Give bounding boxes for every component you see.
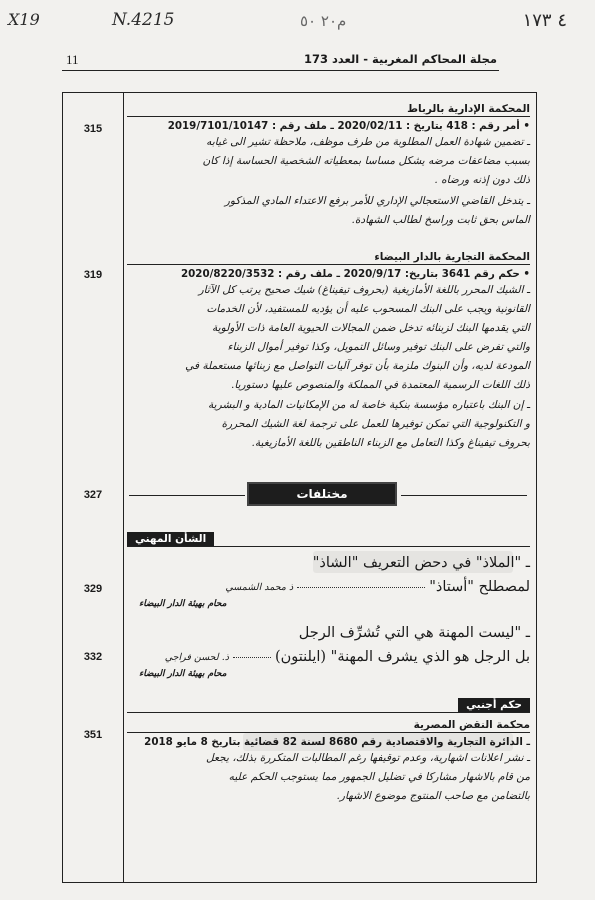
item-paragraph-1: ـ الشيك المحرر باللغة الأمازيغية (بحروف تيفيناغ) شيك صحيح يرتب كل الآثار القانونية ويجب على البنك المسحوب عليه أن يؤديه للمستفيد، لأن الخدمات التي يقدمها البنك لزبنائه تدخل ضمن المجالات الحيوية العامة ذات الأولوية والتي تفرض على البنك توفير وسائل التمويل، وكذا توفير أموال الزبناء المودعة لديه، وأن البنوك ملزمة بأن توفر آليات التواصل مع زبنائها مستعملة في ذلك اللغات الرسمية المعتمدة في المملكة والمنصوص عليها دستوريا. bbox=[185, 284, 530, 391]
pen-annotation-mid: N.4215 bbox=[112, 10, 175, 30]
page-ref-329: 329 bbox=[83, 583, 103, 595]
pen-annotation-right: ۱۷۳ ٤ bbox=[522, 10, 567, 31]
admin-court-section bbox=[127, 97, 530, 230]
item-title: • أمر رقم : 418 بتاريخ : 2020/02/11 ـ ملف رقم : 2019/7101/10147 bbox=[167, 120, 530, 132]
article-title-line-2: لمصطلح "أستاذ" bbox=[429, 579, 530, 595]
leader-dots bbox=[233, 657, 271, 658]
article-affiliation: محام بهيئة الدار البيضاء bbox=[139, 669, 227, 679]
foreign-heading-row bbox=[127, 693, 530, 713]
item-title: ـ الدائرة التجارية والاقتصادية رقم 8680 لسنة 82 قضائية بتاريخ 8 مايو 2018 bbox=[144, 736, 530, 748]
page-ref-319: 319 bbox=[83, 269, 103, 281]
article-title-line-2: بل الرجل هو الذي يشرف المهنة" (ايلنتون) bbox=[274, 649, 530, 665]
article-author: ذ. لحسن فراجي bbox=[164, 651, 229, 663]
pen-annotation-center: م٢٠ ٥٠ bbox=[300, 12, 347, 30]
item-title: • حكم رقم 3641 بتاريخ: 2020/9/17 ـ ملف رقم : 2020/8220/3532 bbox=[180, 268, 530, 280]
article-2 bbox=[127, 621, 530, 679]
article-affiliation: محام بهيئة الدار البيضاء bbox=[139, 599, 227, 609]
page-ref-315: 315 bbox=[83, 123, 103, 135]
item-paragraph-2: ـ يتدخل القاضي الاستعجالي الإداري للأمر برفع الاعتداء المادي المذكور الماس بحق ثابت وراسخ لطالب الشهادة. bbox=[224, 195, 530, 226]
commercial-court-section bbox=[127, 245, 530, 453]
page-number: 11 bbox=[66, 52, 79, 67]
professional-heading-row bbox=[127, 527, 530, 547]
bleed-through-smudge bbox=[243, 733, 513, 751]
bullet-icon: • bbox=[519, 268, 530, 280]
court-heading: محكمة النقض المصرية bbox=[127, 719, 530, 733]
article-author: ذ محمد الشمسي bbox=[225, 581, 294, 593]
item-paragraph: ـ نشر اعلانات اشهارية، وعدم توقيفها رغم المطالبات المتكررة بذلك، يجعل من قام بالاشهار مشاركا في تضليل الجمهور مما يستوجب الحكم عليه بالتضامن مع صاحب المنتوج موضوع الاشهار. bbox=[206, 752, 530, 802]
item-paragraph-2: ـ إن البنك باعتباره مؤسسة بنكية خاصة له من الإمكانيات المادية و البشرية و التكنولوجية التي تمكن توفيرها للعمل على ترجمة لغة الشيك المحررة بحروف تيفيناغ وكذا التعامل مع الزبناء الناطقين باللغة الأمازيغية. bbox=[208, 399, 530, 449]
section-heading: المحكمة الإدارية بالرباط bbox=[127, 103, 530, 117]
misc-section-banner: مختلفات bbox=[247, 482, 397, 506]
pen-annotation-left: X19 bbox=[8, 10, 40, 29]
article-title-row bbox=[127, 575, 530, 599]
journal-title: مجلة المحاكم المغربية - العدد 173 bbox=[303, 52, 497, 66]
bullet-icon: • bbox=[519, 120, 530, 132]
page-ref-351: 351 bbox=[83, 729, 103, 741]
page-column-rule bbox=[123, 93, 124, 882]
leader-dots bbox=[297, 587, 425, 588]
article-title-line-1: ـ "ليست المهنة هي التي تُشرِّف الرجل bbox=[298, 625, 530, 641]
page-ref-332: 332 bbox=[83, 651, 103, 663]
item-paragraph-1: ـ تضمين شهادة العمل المطلوبة من طرف موظف، ملاحظة تشير الى غيابه بسبب مضاعفات مرضه يشكل مساسا بمعطياته الشخصية الحساسة إذا كان ذلك دون إذنه ورضاه . bbox=[202, 136, 530, 186]
page-ref-327: 327 bbox=[83, 489, 103, 501]
section-heading: المحكمة التجارية بالدار البيضاء bbox=[127, 251, 530, 265]
professional-section bbox=[127, 527, 530, 547]
section-heading: الشأن المهني bbox=[127, 532, 214, 546]
article-title-row bbox=[127, 645, 530, 669]
header-rule bbox=[62, 70, 499, 71]
article-title-line-1: ـ "الملاذ" في دحض التعريف "الشاذ" bbox=[312, 555, 530, 571]
section-heading: حكم أجنبي bbox=[458, 698, 530, 712]
contents-frame bbox=[62, 92, 537, 883]
misc-rule-right bbox=[401, 495, 527, 496]
misc-rule-left bbox=[129, 495, 245, 496]
article-1 bbox=[127, 551, 530, 609]
